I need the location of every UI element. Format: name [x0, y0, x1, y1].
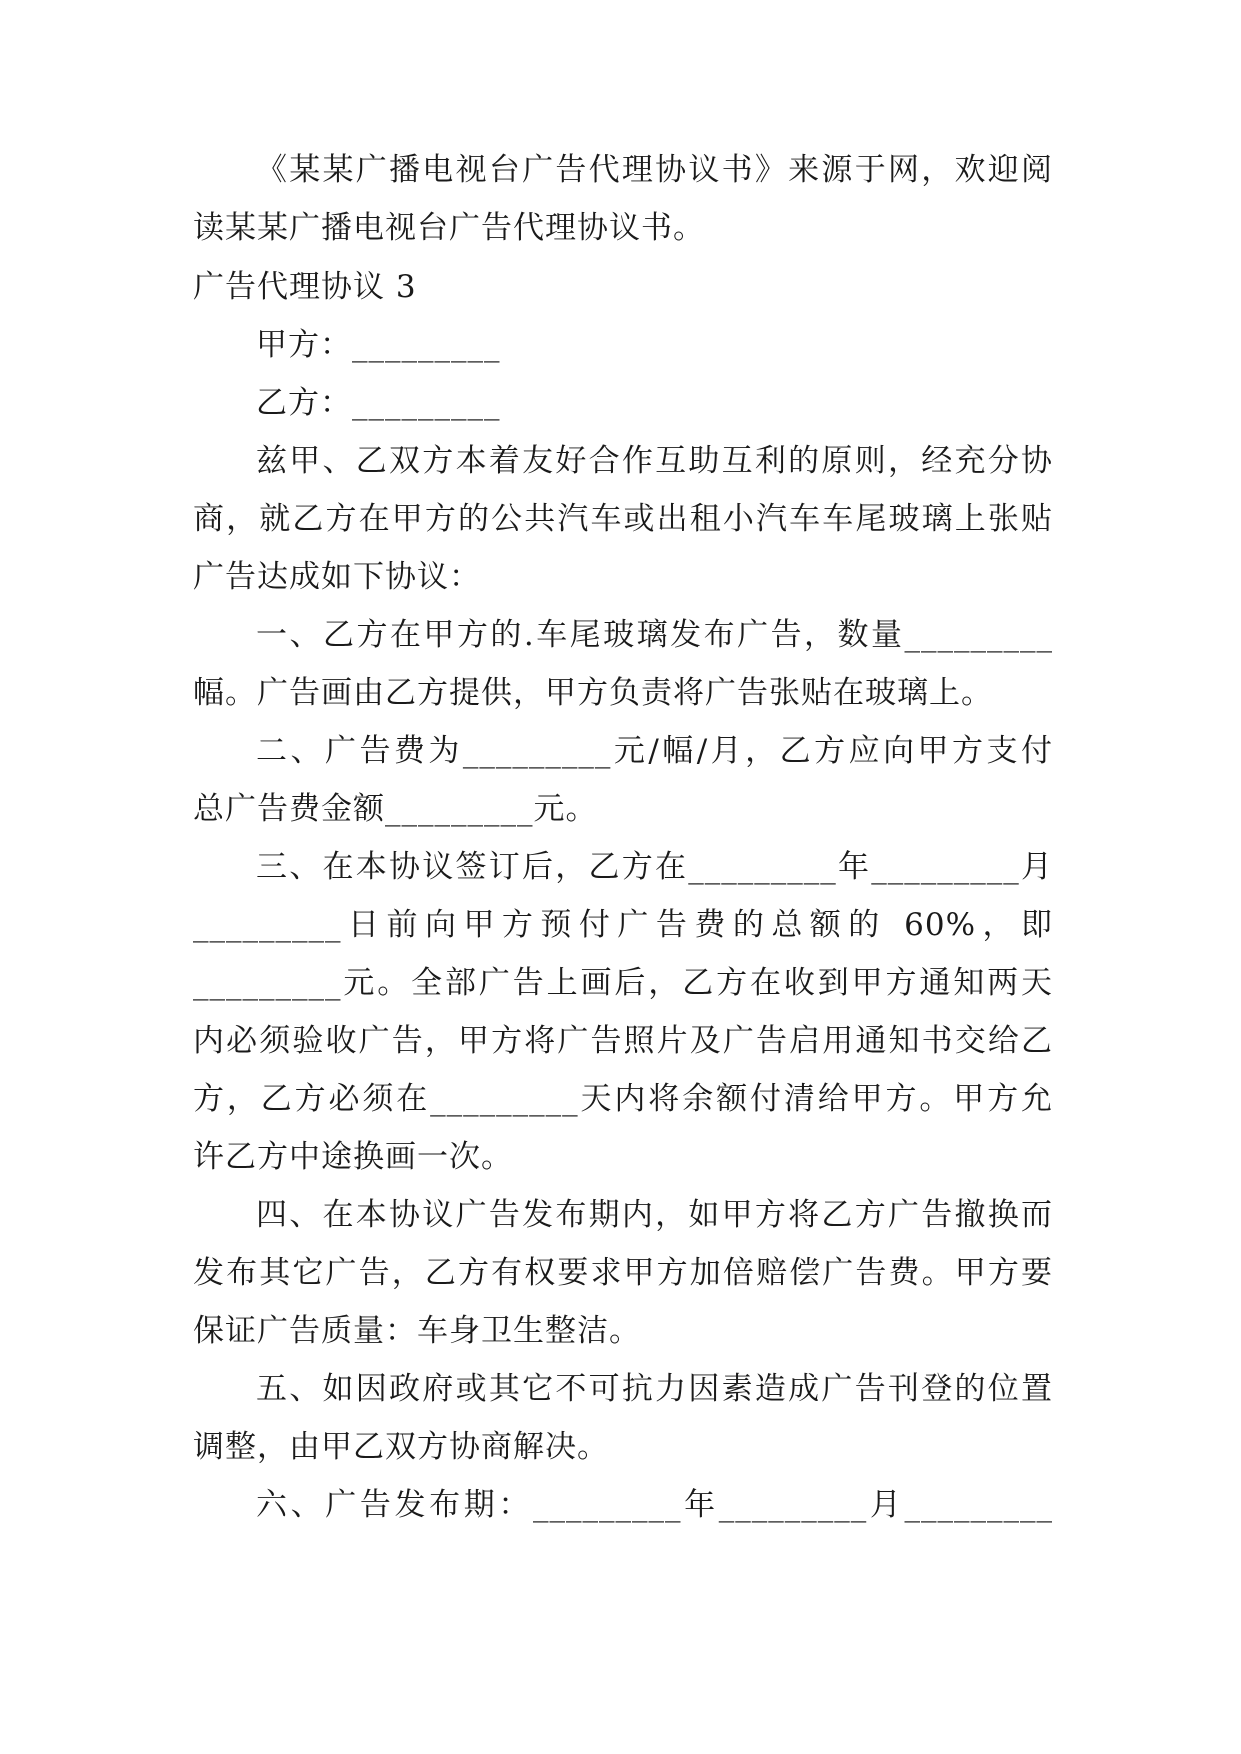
clause-4-line-3: 保证广告质量：车身卫生整洁。	[193, 1313, 641, 1349]
clause-3-line-3: _________元。全部广告上画后，乙方在收到甲方通知两天	[193, 965, 1053, 1001]
preamble-line-2: 商，就乙方在甲方的公共汽车或出租小汽车车尾玻璃上张贴	[193, 501, 1053, 537]
party-a-line: 甲方：_________	[256, 327, 501, 363]
clause-2-line-1: 二、广告费为_________元/幅/月，乙方应向甲方支付	[256, 733, 1053, 769]
clause-5-line-2: 调整，由甲乙双方协商解决。	[193, 1429, 609, 1465]
intro-line-1: 《某某广播电视台广告代理协议书》来源于网，欢迎阅	[256, 152, 1053, 188]
clause-3-line-4: 内必须验收广告，甲方将广告照片及广告启用通知书交给乙	[193, 1023, 1053, 1059]
clause-4-line-2: 发布其它广告，乙方有权要求甲方加倍赔偿广告费。甲方要	[193, 1255, 1053, 1291]
clause-1-line-1: 一、乙方在甲方的.车尾玻璃发布广告，数量_________	[256, 617, 1053, 653]
clause-4-line-1: 四、在本协议广告发布期内，如甲方将乙方广告撤换而	[256, 1197, 1053, 1233]
intro-line-2: 读某某广播电视台广告代理协议书。	[193, 210, 705, 246]
clause-1-line-2: 幅。广告画由乙方提供，甲方负责将广告张贴在玻璃上。	[193, 675, 993, 711]
document-title: 广告代理协议 3	[193, 269, 417, 305]
preamble-line-1: 兹甲、乙双方本着友好合作互助互利的原则，经充分协	[256, 443, 1053, 479]
clause-2-line-2: 总广告费金额_________元。	[193, 791, 598, 827]
clause-3-line-6: 许乙方中途换画一次。	[193, 1139, 513, 1175]
party-b-line: 乙方：_________	[256, 385, 501, 421]
clause-3-line-5: 方，乙方必须在_________天内将余额付清给甲方。甲方允	[193, 1081, 1053, 1117]
clause-6-line-1: 六、广告发布期：_________年_________月_________	[256, 1487, 1053, 1523]
preamble-line-3: 广告达成如下协议：	[193, 559, 481, 595]
clause-3-line-2: _________日前向甲方预付广告费的总额的 60%，即	[193, 907, 1053, 943]
clause-3-line-1: 三、在本协议签订后，乙方在_________年_________月	[256, 849, 1053, 885]
clause-5-line-1: 五、如因政府或其它不可抗力因素造成广告刊登的位置	[256, 1371, 1053, 1407]
